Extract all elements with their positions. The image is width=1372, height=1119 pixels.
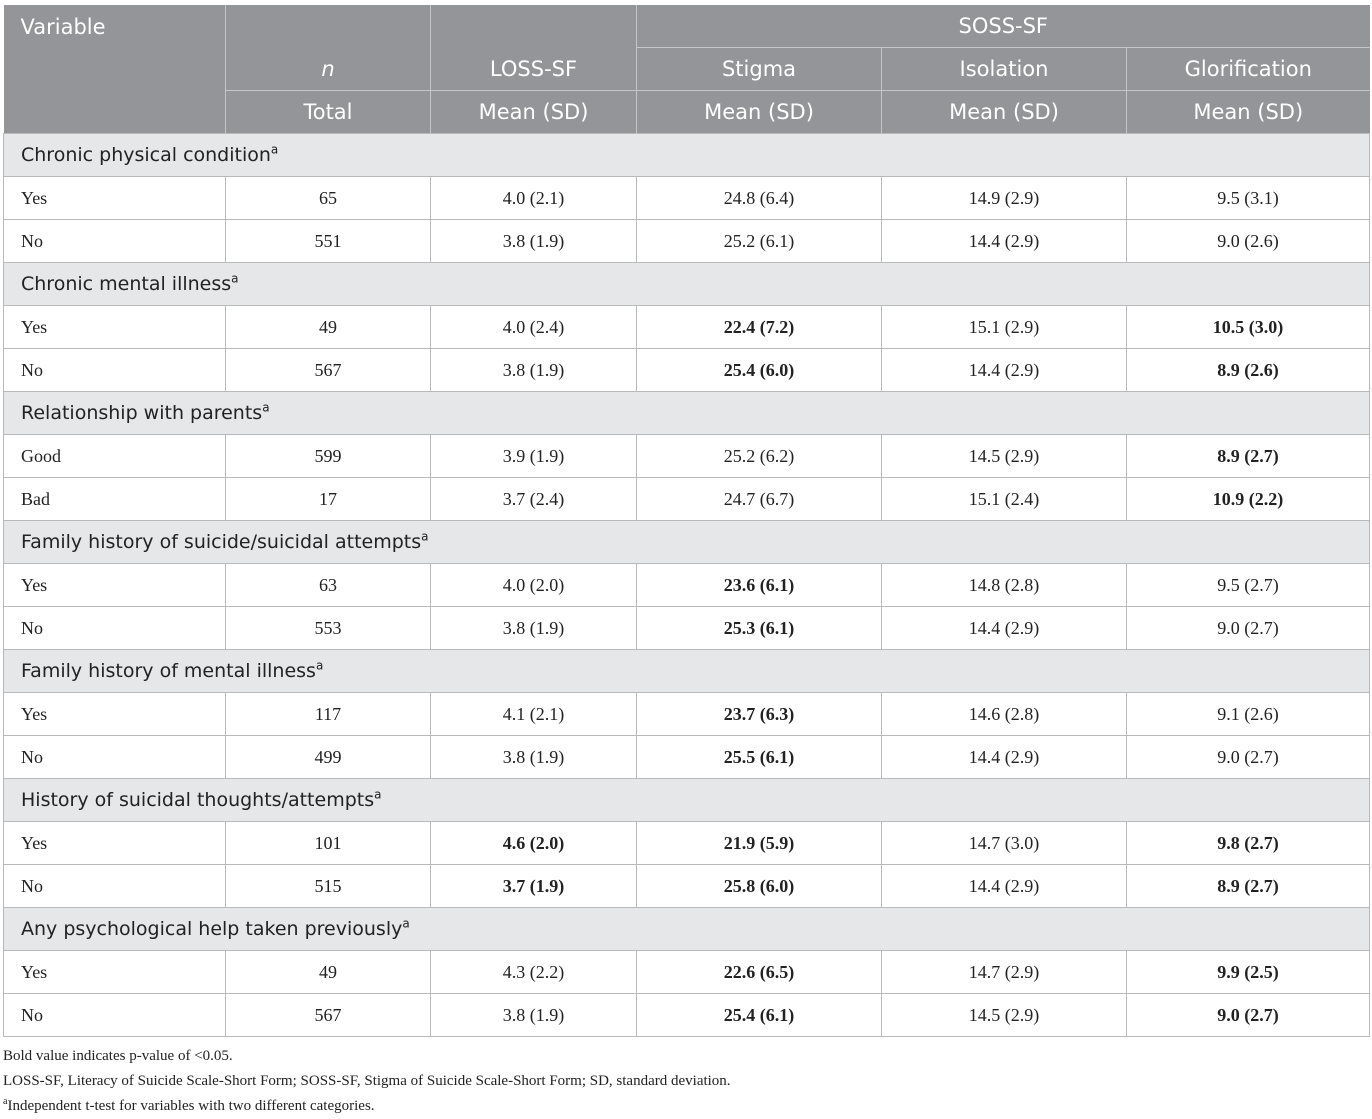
table-row — [4, 736, 1370, 779]
table-cell: 117 — [226, 693, 431, 736]
table-cell: 24.7 (6.7) — [637, 478, 882, 521]
table-cell: 25.3 (6.1) — [637, 607, 882, 650]
table-cell: 10.5 (3.0) — [1127, 306, 1370, 349]
group-footnote-mark: a — [262, 400, 270, 415]
table-cell: 14.8 (2.8) — [882, 564, 1127, 607]
row-label: No — [4, 607, 226, 650]
table-cell: 9.5 (2.7) — [1127, 564, 1370, 607]
table-cell: 25.4 (6.1) — [637, 994, 882, 1037]
row-label: No — [4, 994, 226, 1037]
table-cell: 9.0 (2.7) — [1127, 994, 1370, 1037]
table-row — [4, 478, 1370, 521]
group-footnote-mark: a — [231, 271, 239, 286]
table-row — [4, 220, 1370, 263]
group-footnote-mark: a — [315, 658, 324, 673]
table-cell: 17 — [226, 478, 431, 521]
table-cell: 14.6 (2.8) — [882, 693, 1127, 736]
table-cell: 4.6 (2.0) — [431, 822, 637, 865]
table-cell: 25.2 (6.2) — [637, 435, 882, 478]
group-title-text: Chronic physical condition — [21, 144, 271, 166]
table-cell: 567 — [226, 349, 431, 392]
group-title — [4, 908, 1370, 951]
row-label: Bad — [4, 478, 226, 521]
table-cell: 14.9 (2.9) — [882, 177, 1127, 220]
table-cell: 9.9 (2.5) — [1127, 951, 1370, 994]
table-cell: 4.0 (2.4) — [431, 306, 637, 349]
table-cell: 14.4 (2.9) — [882, 349, 1127, 392]
table-cell: 23.7 (6.3) — [637, 693, 882, 736]
table-cell: 553 — [226, 607, 431, 650]
table-row — [4, 564, 1370, 607]
table-cell: 9.0 (2.7) — [1127, 607, 1370, 650]
table-cell: 8.9 (2.7) — [1127, 435, 1370, 478]
header-mean-sd-glorification: Mean (SD) — [1127, 91, 1370, 134]
table-row — [4, 607, 1370, 650]
table-cell: 499 — [226, 736, 431, 779]
table-cell: 3.8 (1.9) — [431, 220, 637, 263]
group-row — [4, 908, 1370, 951]
table-cell: 21.9 (5.9) — [637, 822, 882, 865]
table-cell: 63 — [226, 564, 431, 607]
group-footnote-mark: a — [270, 142, 279, 157]
row-label: Yes — [4, 951, 226, 994]
group-footnote-mark: a — [374, 787, 382, 802]
table-row — [4, 865, 1370, 908]
group-row — [4, 521, 1370, 564]
table-cell: 8.9 (2.6) — [1127, 349, 1370, 392]
header-glorification: Glorification — [1127, 48, 1370, 91]
table-cell: 15.1 (2.4) — [882, 478, 1127, 521]
header-empty-loss — [431, 5, 637, 48]
group-title — [4, 392, 1370, 435]
header-stigma: Stigma — [637, 48, 882, 91]
table-cell: 49 — [226, 306, 431, 349]
table-cell: 4.0 (2.0) — [431, 564, 637, 607]
group-title-text: History of suicidal thoughts/attempts — [21, 789, 375, 811]
header-mean-sd-isolation: Mean (SD) — [882, 91, 1127, 134]
row-label: Yes — [4, 306, 226, 349]
table-cell: 551 — [226, 220, 431, 263]
table-cell: 14.7 (3.0) — [882, 822, 1127, 865]
table-cell: 515 — [226, 865, 431, 908]
row-label: No — [4, 865, 226, 908]
group-title-text: Family history of suicide/suicidal attempts — [21, 531, 422, 553]
header-soss-sf: SOSS-SF — [637, 5, 1370, 48]
table-cell: 4.3 (2.2) — [431, 951, 637, 994]
row-label: No — [4, 736, 226, 779]
row-label: Good — [4, 435, 226, 478]
table-body — [4, 134, 1370, 1037]
table-cell: 14.5 (2.9) — [882, 435, 1127, 478]
table-cell: 10.9 (2.2) — [1127, 478, 1370, 521]
table-cell: 9.0 (2.7) — [1127, 736, 1370, 779]
group-title-text: Family history of mental illness — [21, 660, 316, 682]
note-footnote — [3, 1094, 1363, 1119]
table-cell: 15.1 (2.9) — [882, 306, 1127, 349]
table-cell: 24.8 (6.4) — [637, 177, 882, 220]
table-cell: 3.8 (1.9) — [431, 349, 637, 392]
table-cell: 14.4 (2.9) — [882, 865, 1127, 908]
footnote-mark: a — [3, 1096, 8, 1107]
table-cell: 22.6 (6.5) — [637, 951, 882, 994]
results-table — [3, 5, 1370, 1037]
header-mean-sd-stigma: Mean (SD) — [637, 91, 882, 134]
table-cell: 14.4 (2.9) — [882, 220, 1127, 263]
table-cell: 9.5 (3.1) — [1127, 177, 1370, 220]
header-mean-sd-loss: Mean (SD) — [431, 91, 637, 134]
group-row — [4, 650, 1370, 693]
table-row — [4, 951, 1370, 994]
header-n: n — [226, 48, 431, 91]
header-isolation: Isolation — [882, 48, 1127, 91]
table-cell: 3.8 (1.9) — [431, 607, 637, 650]
table-row — [4, 693, 1370, 736]
table-cell: 14.5 (2.9) — [882, 994, 1127, 1037]
table-cell: 14.4 (2.9) — [882, 736, 1127, 779]
table-cell: 65 — [226, 177, 431, 220]
table-notes — [3, 1044, 1363, 1119]
table-cell: 22.4 (7.2) — [637, 306, 882, 349]
table-cell: 9.8 (2.7) — [1127, 822, 1370, 865]
header-variable: Variable — [4, 5, 226, 134]
group-title — [4, 779, 1370, 822]
row-label: Yes — [4, 177, 226, 220]
table-cell: 14.4 (2.9) — [882, 607, 1127, 650]
row-label: No — [4, 220, 226, 263]
note-bold-significance: Bold value indicates p-value of <0.05. — [3, 1048, 233, 1064]
table-cell: 9.1 (2.6) — [1127, 693, 1370, 736]
table-cell: 23.6 (6.1) — [637, 564, 882, 607]
table-cell: 8.9 (2.7) — [1127, 865, 1370, 908]
table-cell: 49 — [226, 951, 431, 994]
group-title — [4, 134, 1370, 177]
row-label: Yes — [4, 822, 226, 865]
group-title — [4, 263, 1370, 306]
header-total: Total — [226, 91, 431, 134]
table-cell: 14.7 (2.9) — [882, 951, 1127, 994]
row-label: Yes — [4, 693, 226, 736]
table-row — [4, 177, 1370, 220]
table-cell: 25.5 (6.1) — [637, 736, 882, 779]
table-cell: 101 — [226, 822, 431, 865]
table-cell: 3.8 (1.9) — [431, 736, 637, 779]
table-cell: 4.0 (2.1) — [431, 177, 637, 220]
group-footnote-mark: a — [402, 916, 410, 931]
group-row — [4, 263, 1370, 306]
table-cell: 25.2 (6.1) — [637, 220, 882, 263]
group-title-text: Chronic mental illness — [21, 273, 232, 295]
row-label: Yes — [4, 564, 226, 607]
table-row — [4, 306, 1370, 349]
table-row — [4, 349, 1370, 392]
table-row — [4, 994, 1370, 1037]
group-row — [4, 134, 1370, 177]
table-cell: 3.9 (1.9) — [431, 435, 637, 478]
table-cell: 4.1 (2.1) — [431, 693, 637, 736]
table-header — [4, 5, 1370, 134]
group-title — [4, 521, 1370, 564]
table-cell: 599 — [226, 435, 431, 478]
table-cell: 3.7 (1.9) — [431, 865, 637, 908]
note-abbreviations: LOSS-SF, Literacy of Suicide Scale-Short Form; SOSS-SF, Stigma of Suicide Scale-Short Form; SD, standard deviation. — [3, 1073, 731, 1089]
table-cell: 9.0 (2.6) — [1127, 220, 1370, 263]
group-title-text: Any psychological help taken previously — [21, 918, 403, 940]
group-row — [4, 392, 1370, 435]
header-empty-n — [226, 5, 431, 48]
table-row — [4, 435, 1370, 478]
table-cell: 3.8 (1.9) — [431, 994, 637, 1037]
table-cell: 3.7 (2.4) — [431, 478, 637, 521]
table-cell: 25.8 (6.0) — [637, 865, 882, 908]
group-footnote-mark: a — [421, 529, 429, 544]
table-cell: 567 — [226, 994, 431, 1037]
table-row — [4, 822, 1370, 865]
group-title-text: Relationship with parents — [21, 402, 263, 424]
row-label: No — [4, 349, 226, 392]
group-row — [4, 779, 1370, 822]
group-title — [4, 650, 1370, 693]
table-cell: 25.4 (6.0) — [637, 349, 882, 392]
footnote-text: Independent t-test for variables with two different categories. — [7, 1098, 375, 1114]
header-loss-sf: LOSS-SF — [431, 48, 637, 91]
